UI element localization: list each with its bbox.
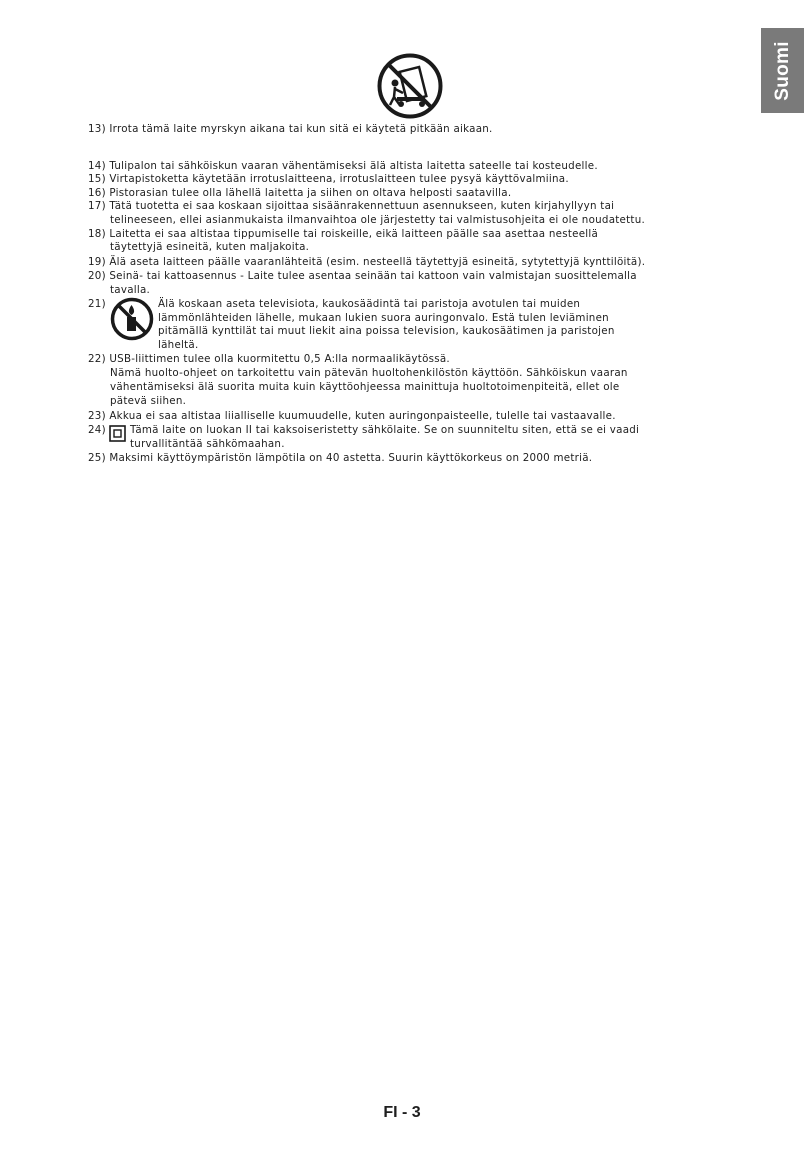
instruction-20: 20) Seinä- tai kattoasennus - Laite tulee asentaa seinään tai kattoon vain valmistajan suosittelemalla [88,270,637,282]
instruction-21-number: 21) [88,298,106,310]
language-tab [761,28,804,113]
instruction-18-cont: täytettyjä esineitä, kuten maljakoita. [110,241,310,253]
instruction-17-cont: telineeseen, ellei asianmukaista ilmanvaihtoa ole järjestetty tai valmistusohjeita ei ole noudatettu. [110,214,645,226]
instruction-13: 13) Irrota tämä laite myrskyn aikana tai kun sitä ei käytetä pitkään aikaan. [88,123,493,135]
instruction-22-cont-1: Nämä huolto-ohjeet on tarkoitettu vain pätevän huoltohenkilöstön käyttöön. Sähköiskun vaaran [110,367,628,379]
instruction-17: 17) Tätä tuotetta ei saa koskaan sijoittaa sisäänrakennettuun asennukseen, kuten kirjahyllyyn tai [88,200,615,212]
instruction-21: Älä koskaan aseta televisiota, kaukosäädintä tai paristoja avotulen tai muiden [158,298,581,310]
instruction-24-cont: turvallitäntää sähkömaahan. [130,438,285,450]
instruction-25: 25) Maksimi käyttöympäristön lämpötila on 40 astetta. Suurin käyttökorkeus on 2000 metriä. [88,452,593,464]
instruction-24: Tämä laite on luokan II tai kaksoiseristetty sähkölaite. Se on suunniteltu siten, että se ei vaadi [130,424,640,436]
instruction-18: 18) Laitetta ei saa altistaa tippumiselle tai roiskeille, eikä laitteen päälle saa asettaa nesteellä [88,228,599,240]
instruction-15: 15) Virtapistoketta käytetään irrotuslaitteena, irrotuslaitteen tulee pysyä käyttövalmiina. [88,173,569,185]
no-candle-flame-icon [110,297,154,341]
instruction-20-cont: tavalla. [110,284,151,296]
instruction-21-cont-2: pitämällä kynttilät tai muut liekit aina poissa television, kaukosäätimen ja paristojen [158,325,615,337]
instruction-21-cont-3: läheltä. [158,339,199,351]
instruction-22: 22) USB-liittimen tulee olla kuormitettu 0,5 A:lla normaalikäytössä. [88,353,450,365]
instruction-22-cont-3: pätevä siihen. [110,395,187,407]
instruction-22-cont-2: vähentämiseksi älä suorita muita kuin käyttöohjeessa mainittuja huoltotoimenpiteitä, ellet ole [110,381,620,393]
language-tab-label: Suomi [771,40,793,101]
instruction-21-cont-1: lämmönlähteiden lähelle, mukaan lukien suora auringonvalo. Estä tulen leviäminen [158,312,609,324]
instruction-19: 19) Älä aseta laitteen päälle vaaranlähteitä (esim. nesteellä täytettyjä esineitä, sytytettyjä kynttilöitä). [88,256,646,268]
double-square-class-ii-icon [109,425,126,442]
page-number: FI - 3 [383,1104,421,1121]
instruction-14: 14) Tulipalon tai sähköiskun vaaran vähentämiseksi älä altista laitetta sateelle tai kosteudelle. [88,160,598,172]
instruction-16: 16) Pistorasian tulee olla lähellä laitetta ja siihen on oltava helposti saatavilla. [88,187,512,199]
instruction-23: 23) Akkua ei saa altistaa liialliselle kuumuudelle, kuten auringonpaisteelle, tulelle tai vastaavalle. [88,410,616,422]
instruction-24-number: 24) [88,424,106,436]
cart-tip-over-warning-icon [377,53,443,119]
